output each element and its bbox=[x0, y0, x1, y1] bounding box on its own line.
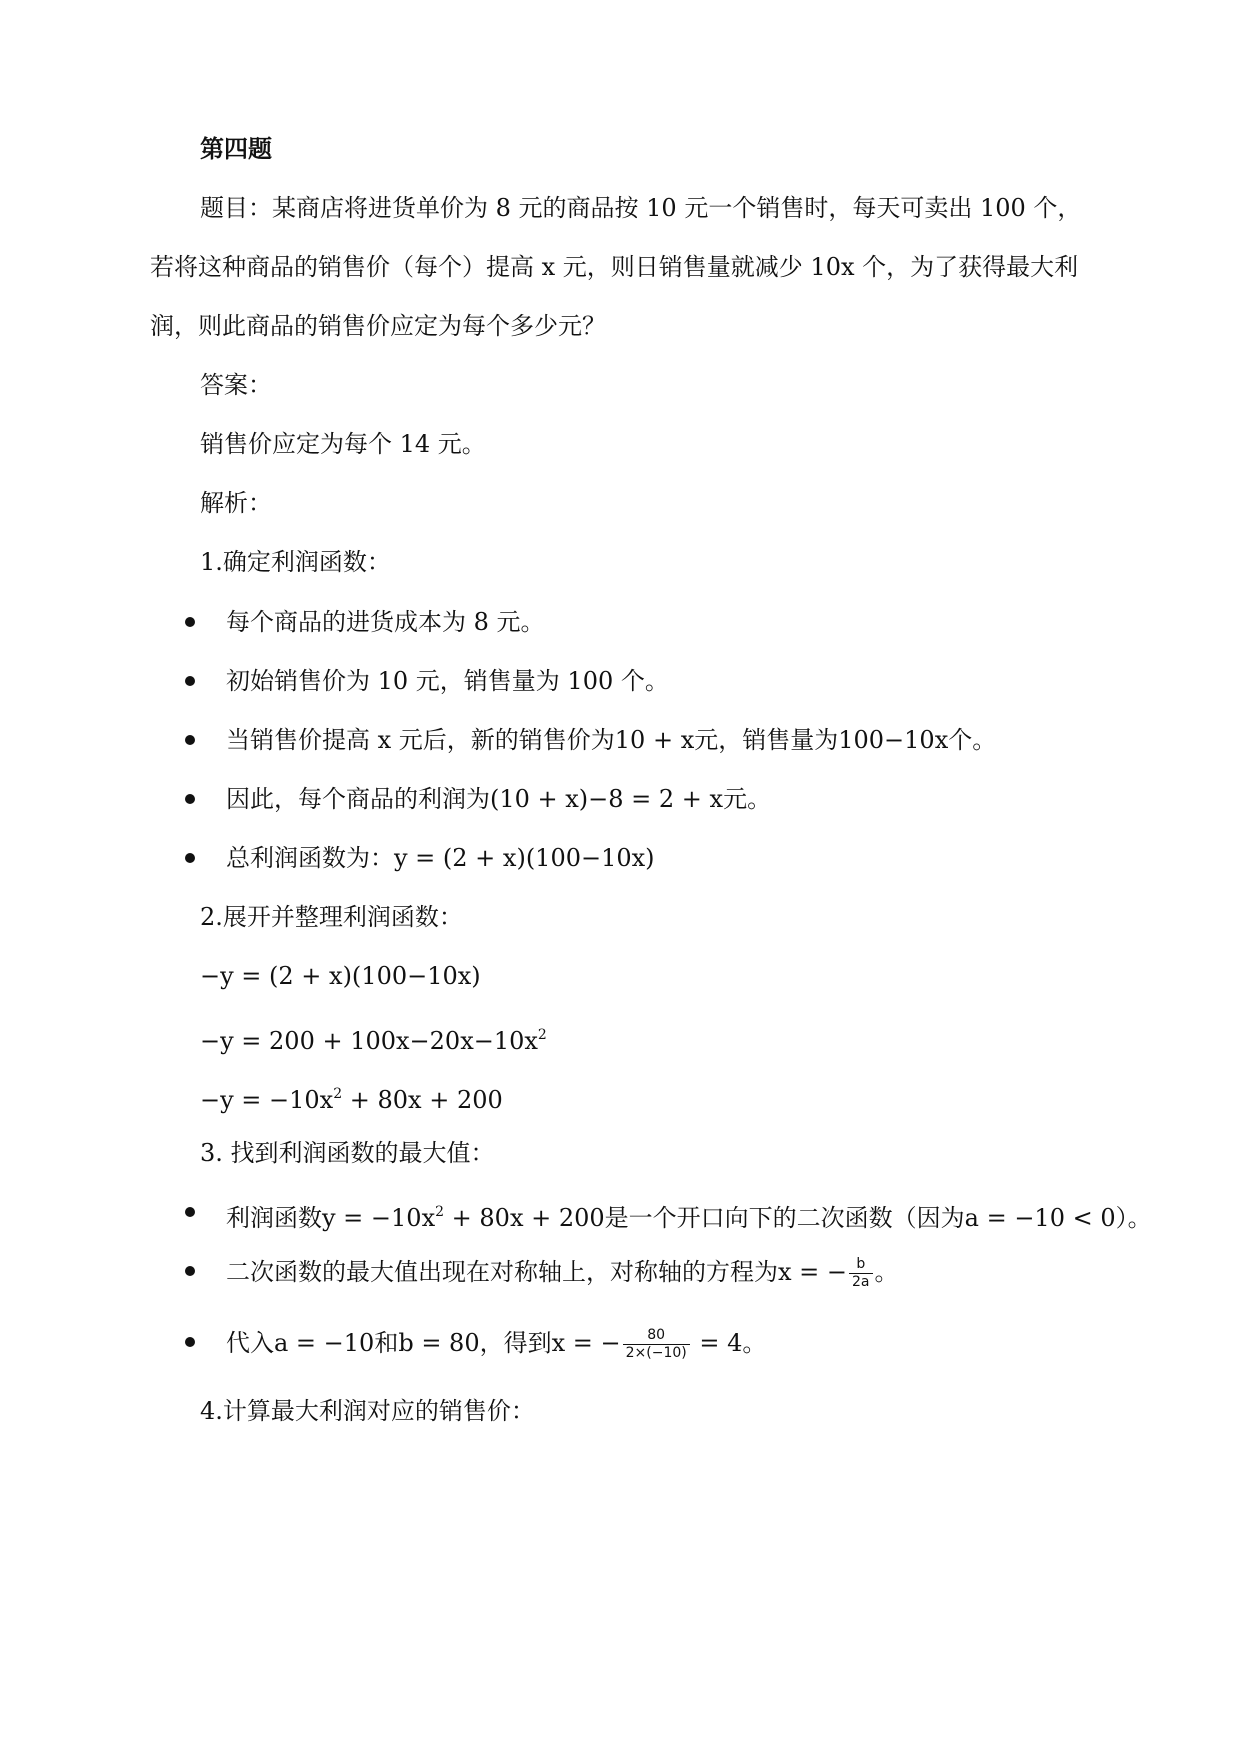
bullet-dot bbox=[185, 853, 195, 863]
question-heading: 第四题 bbox=[200, 134, 272, 163]
step1-title: 1.确定利润函数： bbox=[200, 548, 391, 576]
answer-text: 销售价应定为每个 14 元。 bbox=[200, 430, 486, 458]
step2-title: 2.展开并整理利润函数： bbox=[200, 903, 463, 931]
step1-bullet-2: 初始销售价为 10 元，销售量为 100 个。 bbox=[226, 667, 669, 695]
step3-bullet-2 bbox=[226, 1256, 899, 1291]
bullet-text: 代入a = −10和b = 80，得到x = − bbox=[226, 1329, 621, 1357]
fraction-denominator: 2×(−10) bbox=[623, 1344, 690, 1362]
problem-line-1: 题目：某商店将进货单价为 8 元的商品按 10 元一个销售时，每天可卖出 100 个， bbox=[200, 194, 1082, 222]
problem-line-3: 润，则此商品的销售价应定为每个多少元？ bbox=[150, 312, 606, 340]
bullet-text: = 4。 bbox=[691, 1329, 767, 1357]
fraction-denominator: 2a bbox=[849, 1273, 873, 1291]
bullet-dot bbox=[185, 735, 195, 745]
fraction bbox=[623, 1327, 690, 1362]
step3-bullet-1 bbox=[226, 1197, 1152, 1233]
equation-text: + 80x + 200 bbox=[342, 1086, 503, 1114]
step1-bullet-4: 因此，每个商品的利润为(10 + x)−8 = 2 + x元。 bbox=[226, 785, 772, 813]
step3-bullet-3 bbox=[226, 1327, 766, 1362]
bullet-dot bbox=[185, 794, 195, 804]
step1-bullet-3: 当销售价提高 x 元后，新的销售价为10 + x元，销售量为100−10x个。 bbox=[226, 726, 997, 754]
step1-bullet-5: 总利润函数为：y = (2 + x)(100−10x) bbox=[226, 844, 655, 872]
step2-equation-3 bbox=[200, 1079, 503, 1115]
equation-text: −y = 200 + 100x−20x−10x bbox=[200, 1027, 538, 1055]
bullet-dot bbox=[185, 676, 195, 686]
step1-bullet-1: 每个商品的进货成本为 8 元。 bbox=[226, 608, 545, 636]
step4-title: 4.计算最大利润对应的销售价： bbox=[200, 1397, 535, 1425]
exponent: 2 bbox=[435, 1204, 445, 1220]
bullet-dot bbox=[185, 1207, 195, 1217]
fraction-numerator: 80 bbox=[647, 1327, 666, 1343]
problem-line-2: 若将这种商品的销售价（每个）提高 x 元，则日销售量就减少 10x 个，为了获得最大利 bbox=[150, 253, 1079, 281]
step2-equation-1: −y = (2 + x)(100−10x) bbox=[200, 962, 481, 990]
fraction-numerator: b bbox=[856, 1256, 866, 1272]
bullet-text: 二次函数的最大值出现在对称轴上，对称轴的方程为x = − bbox=[226, 1258, 848, 1286]
equation-text: −y = −10x bbox=[200, 1086, 334, 1114]
exponent: 2 bbox=[537, 1027, 547, 1043]
bullet-dot bbox=[185, 617, 195, 627]
bullet-text: 。 bbox=[874, 1258, 899, 1286]
bullet-text: + 80x + 200是一个开口向下的二次函数（因为a = −10 < 0）。 bbox=[444, 1204, 1152, 1232]
analysis-label: 解析： bbox=[200, 489, 272, 517]
step3-title: 3. 找到利润函数的最大值： bbox=[200, 1139, 495, 1167]
exponent: 2 bbox=[333, 1086, 343, 1102]
bullet-dot bbox=[185, 1266, 195, 1276]
bullet-text: 利润函数y = −10x bbox=[226, 1204, 436, 1232]
fraction bbox=[849, 1256, 873, 1291]
bullet-dot bbox=[185, 1337, 195, 1347]
step2-equation-2 bbox=[200, 1020, 547, 1056]
answer-label: 答案： bbox=[200, 371, 272, 399]
